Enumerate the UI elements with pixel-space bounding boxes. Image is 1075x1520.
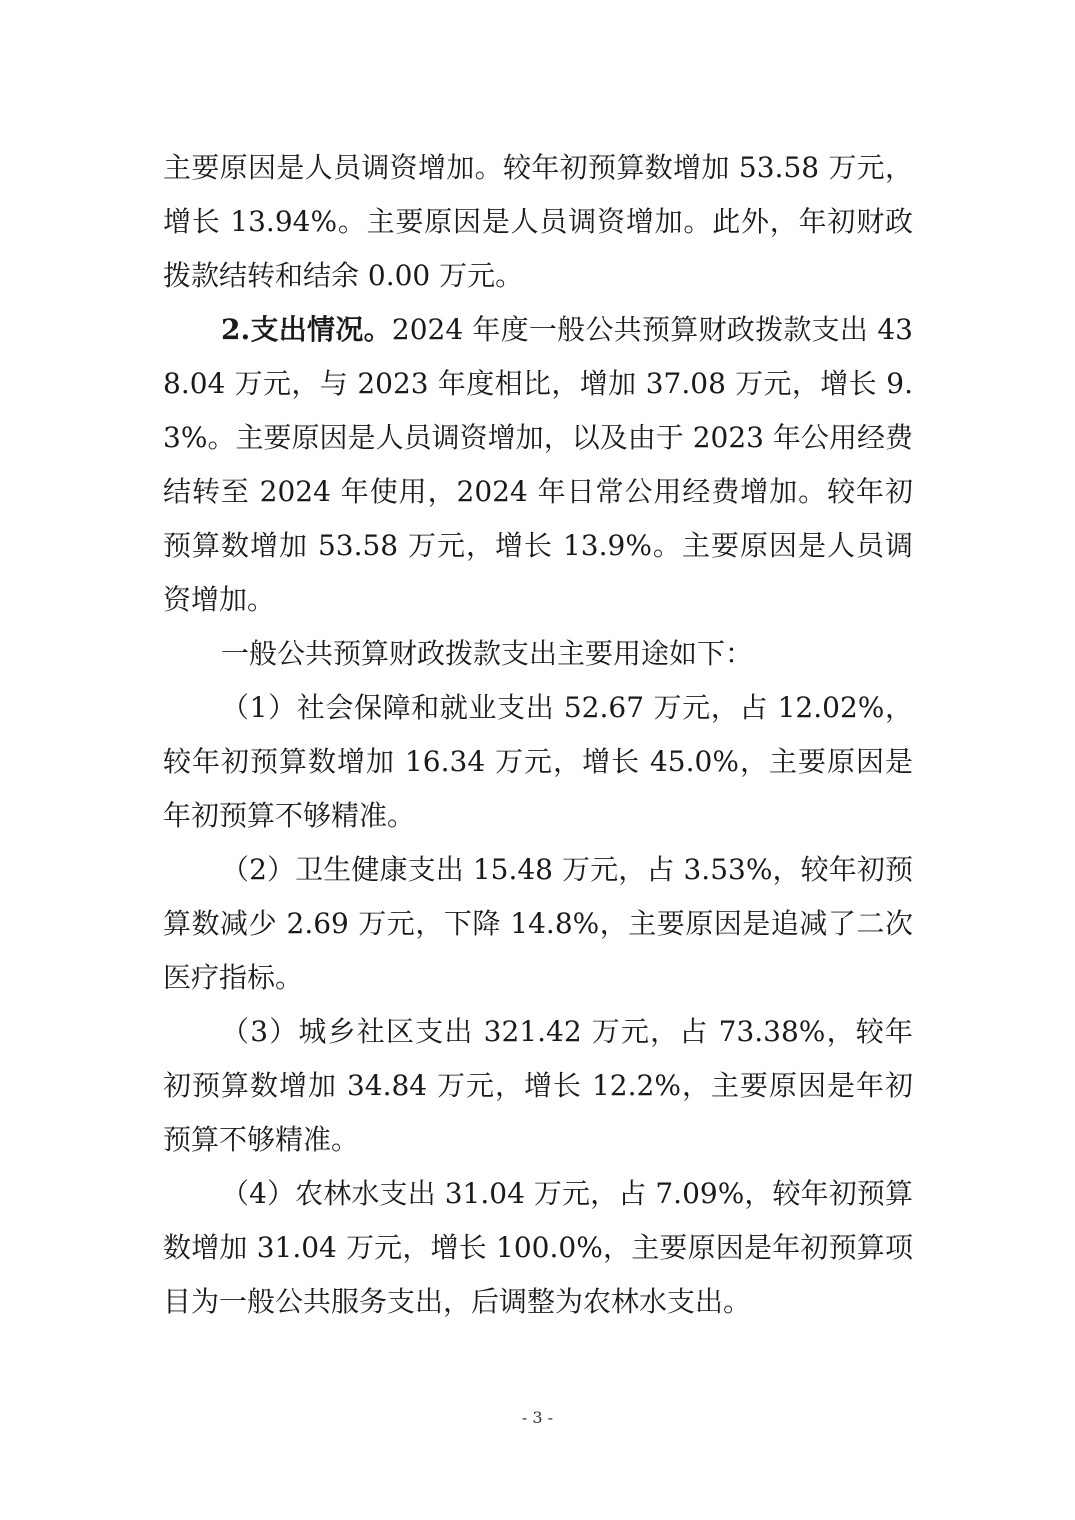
paragraph-income-continued [163, 141, 913, 303]
paragraph-uses-intro [163, 627, 913, 681]
paragraph-item-agriculture [163, 1167, 913, 1329]
page-number: - 3 - [521, 1408, 554, 1427]
paragraph-item-health [163, 843, 913, 1005]
paragraph-text: 2024 年度一般公共预算财政拨款支出 438.04 万元，与 2023 年度相比，增加 37.08 万元，增长 9.3%。主要原因是人员调资增加，以及由于 2023 年公用经费结转至 2024 年使用，2024 年日常公用经费增加。较年初预算数增加 53.58 万元，增长 13.9%。主要原因是人员调资增加。 [163, 313, 913, 616]
paragraph-item-social-security [163, 681, 913, 843]
paragraph-text: 主要原因是人员调资增加。较年初预算数增加 53.58 万元，增长 13.94%。主要原因是人员调资增加。此外，年初财政拨款结转和结余 0.00 万元。 [163, 151, 913, 292]
paragraph-text: （2）卫生健康支出 15.48 万元，占 3.53%，较年初预算数减少 2.69 万元，下降 14.8%，主要原因是追减了二次医疗指标。 [163, 853, 913, 994]
document-body [163, 141, 913, 1329]
paragraph-text: 一般公共预算财政拨款支出主要用途如下： [221, 637, 754, 670]
paragraph-text: （3）城乡社区支出 321.42 万元，占 73.38%，较年初预算数增加 34.84 万元，增长 12.2%，主要原因是年初预算不够精准。 [163, 1015, 913, 1156]
paragraph-text: （4）农林水支出 31.04 万元，占 7.09%，较年初预算数增加 31.04 万元，增长 100.0%，主要原因是年初预算项目为一般公共服务支出，后调整为农林水支出。 [163, 1177, 913, 1318]
section-heading-expenditure: 2.支出情况。 [221, 313, 392, 346]
paragraph-item-urban-rural [163, 1005, 913, 1167]
paragraph-expenditure-overview [163, 303, 913, 627]
paragraph-text: （1）社会保障和就业支出 52.67 万元，占 12.02%，较年初预算数增加 16.34 万元，增长 45.0%，主要原因是年初预算不够精准。 [163, 691, 913, 832]
